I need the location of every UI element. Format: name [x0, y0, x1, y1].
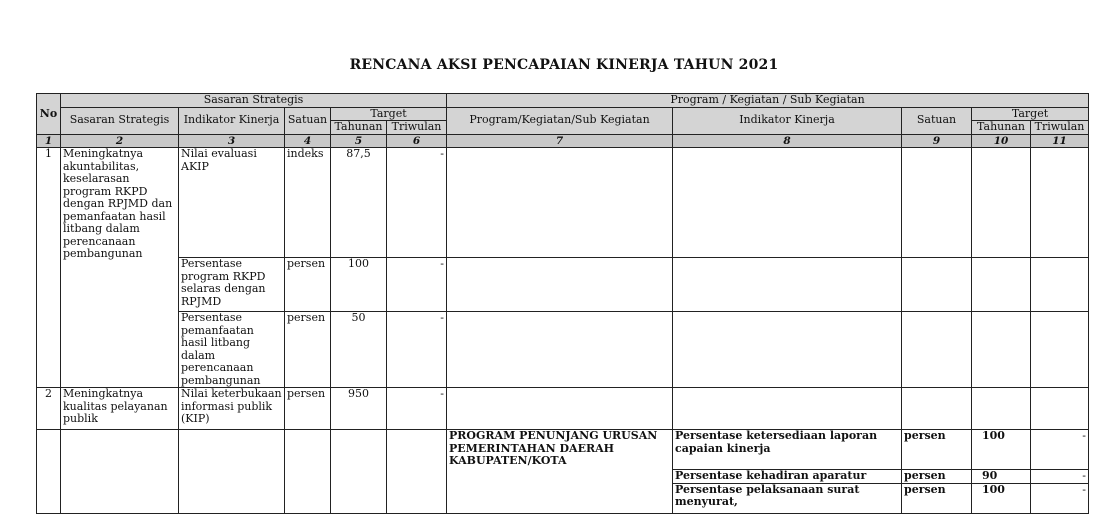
header-sasaran-strategis: Sasaran Strategis: [61, 107, 179, 134]
program-tahunan-cell: 90: [972, 470, 1031, 484]
program-indikator-cell: Persentase pelaksanaan surat menyurat,: [673, 483, 902, 513]
satuan-cell: [285, 430, 331, 514]
indikator-cell: Nilai evaluasi AKIP: [179, 148, 285, 258]
program-tahunan-cell: 100: [972, 430, 1031, 470]
program-satuan-cell: [902, 258, 972, 312]
col-number: 7: [447, 134, 673, 148]
program-satuan-cell: [902, 148, 972, 258]
col-number: 4: [285, 134, 331, 148]
program-cell: [447, 388, 673, 430]
program-indikator-cell: Persentase kehadiran aparatur: [673, 470, 902, 484]
sasaran-strategis-cell: Meningkatnya akuntabilitas, keselarasan program RKPD dengan RPJMD dan pemanfaatan hasil litbang dalam perencanaan pembangunan: [61, 148, 179, 388]
program-tahunan-cell: [972, 388, 1031, 430]
program-tahunan-cell: [972, 258, 1031, 312]
indikator-cell: Persentase program RKPD selaras dengan RPJMD: [179, 258, 285, 312]
program-cell: [447, 312, 673, 388]
program-indikator-cell: Persentase ketersediaan laporan capaian kinerja: [673, 430, 902, 470]
header-indikator-kinerja: Indikator Kinerja: [179, 107, 285, 134]
header-group-program: Program / Kegiatan / Sub Kegiatan: [447, 94, 1089, 108]
program-indikator-cell: [673, 312, 902, 388]
table-row: [37, 430, 1089, 470]
program-satuan-cell: [902, 388, 972, 430]
table-row: [37, 388, 1089, 430]
program-triwulan-cell: [1031, 312, 1089, 388]
sasaran-strategis-cell: [61, 430, 179, 514]
satuan-cell: persen: [285, 388, 331, 430]
tahunan-cell: 950: [331, 388, 387, 430]
header-triwulan-2: Triwulan: [1031, 121, 1089, 135]
row-number: 1: [37, 148, 61, 388]
tahunan-cell: [331, 430, 387, 514]
program-satuan-cell: persen: [902, 430, 972, 470]
program-triwulan-cell: -: [1031, 483, 1089, 513]
satuan-cell: indeks: [285, 148, 331, 258]
satuan-cell: persen: [285, 312, 331, 388]
program-tahunan-cell: [972, 312, 1031, 388]
program-satuan-cell: persen: [902, 470, 972, 484]
triwulan-cell: -: [387, 258, 447, 312]
program-indikator-cell: [673, 258, 902, 312]
header-target: Target: [331, 107, 447, 121]
table-row: [37, 312, 1089, 388]
indikator-cell: Persentase pemanfaatan hasil litbang dalam perencanaan pembangunan: [179, 312, 285, 388]
header-indikator-kinerja-2: Indikator Kinerja: [673, 107, 902, 134]
triwulan-cell: [387, 430, 447, 514]
col-number: 10: [972, 134, 1031, 148]
satuan-cell: persen: [285, 258, 331, 312]
header-tahunan-2: Tahunan: [972, 121, 1031, 135]
header-program: Program/Kegiatan/Sub Kegiatan: [447, 107, 673, 134]
page-title: RENCANA AKSI PENCAPAIAN KINERJA TAHUN 2021: [349, 57, 779, 73]
program-indikator-cell: [673, 388, 902, 430]
indikator-cell: Nilai keterbukaan informasi publik (KIP): [179, 388, 285, 430]
row-number: 2: [37, 388, 61, 430]
col-number: 11: [1031, 134, 1089, 148]
program-triwulan-cell: [1031, 258, 1089, 312]
triwulan-cell: -: [387, 148, 447, 258]
header-no: No: [37, 94, 61, 135]
program-triwulan-cell: -: [1031, 430, 1089, 470]
header-satuan-2: Satuan: [902, 107, 972, 134]
rencana-aksi-table: [36, 93, 1089, 514]
tahunan-cell: 87,5: [331, 148, 387, 258]
program-cell: PROGRAM PENUNJANG URUSAN PEMERINTAHAN DAERAH KABUPATEN/KOTA: [447, 430, 673, 514]
col-number: 1: [37, 134, 61, 148]
header-group-sasaran: Sasaran Strategis: [61, 94, 447, 108]
tahunan-cell: 50: [331, 312, 387, 388]
program-tahunan-cell: 100: [972, 483, 1031, 513]
col-number: 2: [61, 134, 179, 148]
table-row: [37, 258, 1089, 312]
triwulan-cell: -: [387, 388, 447, 430]
col-number: 9: [902, 134, 972, 148]
col-number: 8: [673, 134, 902, 148]
header-target-2: Target: [972, 107, 1089, 121]
tahunan-cell: 100: [331, 258, 387, 312]
col-number: 5: [331, 134, 387, 148]
program-triwulan-cell: -: [1031, 470, 1089, 484]
header-satuan: Satuan: [285, 107, 331, 134]
header-tahunan: Tahunan: [331, 121, 387, 135]
indikator-cell: [179, 430, 285, 514]
program-triwulan-cell: [1031, 148, 1089, 258]
program-satuan-cell: persen: [902, 483, 972, 513]
col-number: 3: [179, 134, 285, 148]
program-indikator-cell: [673, 148, 902, 258]
col-number: 6: [387, 134, 447, 148]
sasaran-strategis-cell: Meningkatnya kualitas pelayanan publik: [61, 388, 179, 430]
program-cell: [447, 258, 673, 312]
program-triwulan-cell: [1031, 388, 1089, 430]
program-cell: [447, 148, 673, 258]
header-triwulan: Triwulan: [387, 121, 447, 135]
program-tahunan-cell: [972, 148, 1031, 258]
table-row: [37, 148, 1089, 258]
row-number: [37, 430, 61, 514]
triwulan-cell: -: [387, 312, 447, 388]
program-satuan-cell: [902, 312, 972, 388]
